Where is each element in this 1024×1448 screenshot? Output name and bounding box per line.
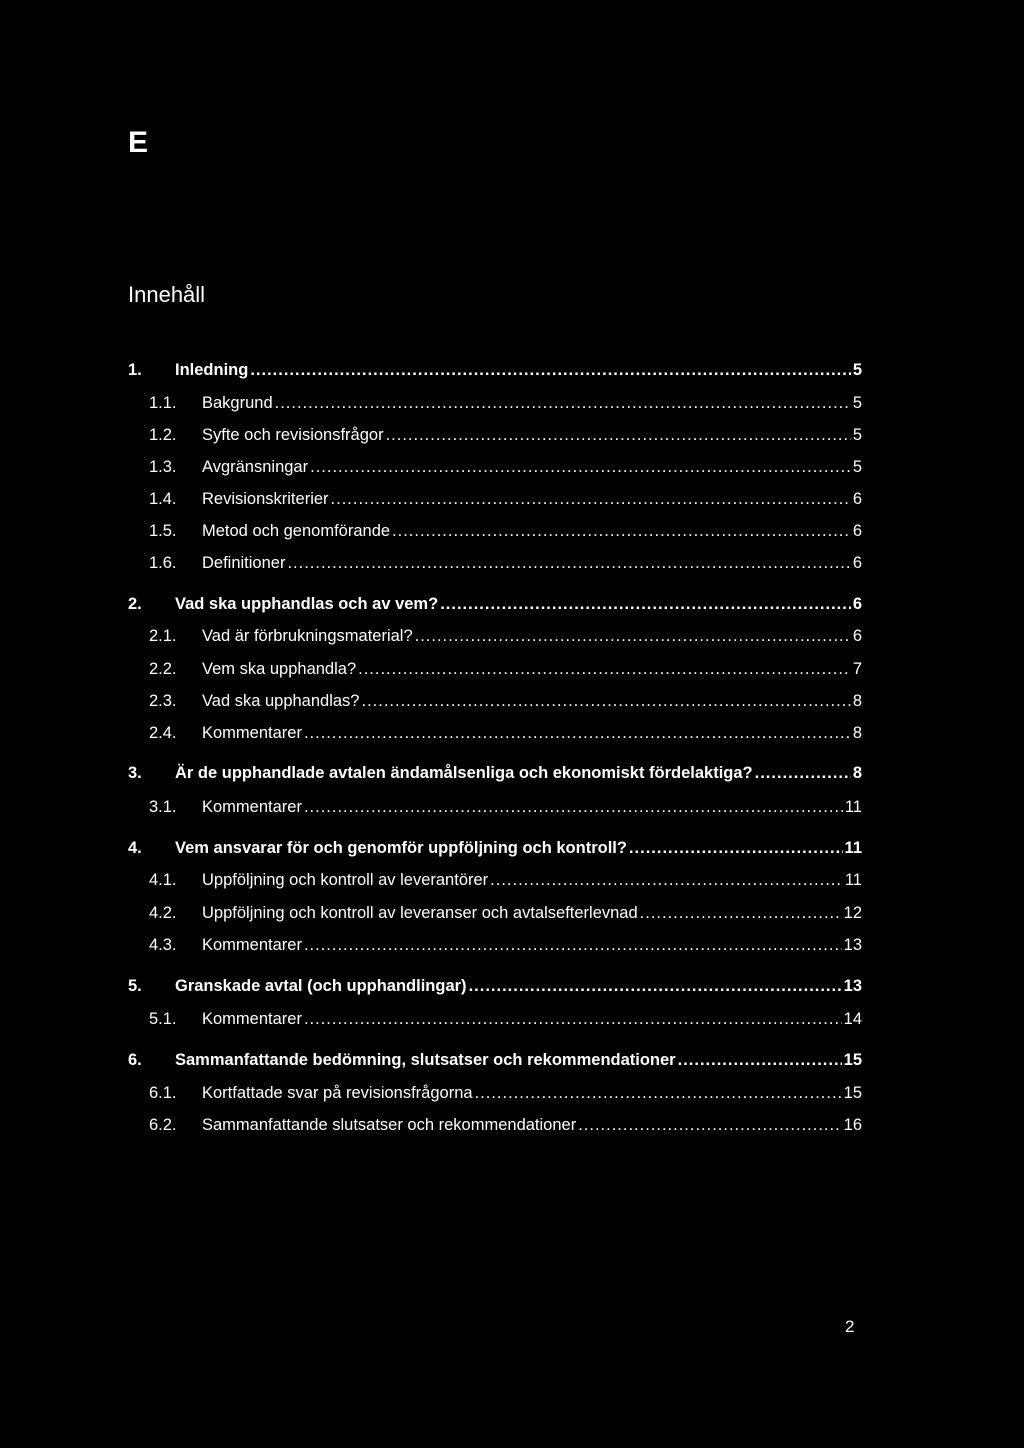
toc-dot-leader <box>386 424 851 446</box>
toc-entry-number: 2.1. <box>149 627 177 645</box>
toc-entry-number: 5.1. <box>149 1010 177 1028</box>
logo: E <box>128 126 149 159</box>
toc-entry[interactable] <box>128 359 862 381</box>
toc-entry-number: 2. <box>128 595 142 613</box>
toc-entry-number: 1.5. <box>149 522 177 540</box>
toc-dot-leader <box>304 1008 842 1030</box>
toc-dot-leader <box>358 658 851 680</box>
toc-entry[interactable] <box>149 625 862 647</box>
toc-entry-page: 8 <box>852 692 862 710</box>
toc-entry-number: 1.6. <box>149 554 177 572</box>
toc-entry-number: 2.4. <box>149 724 177 742</box>
page-number: 2 <box>845 1317 855 1336</box>
toc-entry[interactable] <box>128 975 862 997</box>
toc-dot-leader <box>469 975 842 997</box>
toc-entry-page: 6 <box>852 554 862 572</box>
toc-entry[interactable] <box>149 1008 862 1030</box>
toc-entry-label: Kommentarer <box>202 724 302 742</box>
toc-entry[interactable] <box>149 424 862 446</box>
toc-entry-label: Kortfattade svar på revisionsfrågorna <box>202 1084 473 1102</box>
toc-entry-number: 2.2. <box>149 660 177 678</box>
toc-entry-label: Sammanfattande slutsatser och rekommendationer <box>202 1116 577 1134</box>
toc-dot-leader <box>250 359 850 381</box>
toc-entry[interactable] <box>149 658 862 680</box>
toc-entry-number: 4.2. <box>149 904 177 922</box>
toc-entry-number: 6. <box>128 1051 142 1069</box>
toc-entry-page: 6 <box>852 595 862 613</box>
toc-dot-leader <box>331 488 851 510</box>
toc-entry[interactable] <box>149 690 862 712</box>
toc-dot-leader <box>392 520 851 542</box>
toc-entry-page: 16 <box>843 1116 862 1134</box>
toc-entry-label: Granskade avtal (och upphandlingar) <box>175 977 467 995</box>
toc-entry-label: Avgränsningar <box>202 458 309 476</box>
toc-entry-page: 8 <box>852 724 862 742</box>
toc-entry-page: 6 <box>852 522 862 540</box>
toc-entry-label: Definitioner <box>202 554 286 572</box>
toc-entry-label: Syfte och revisionsfrågor <box>202 426 384 444</box>
toc-entry[interactable] <box>128 593 862 615</box>
toc-entry-number: 4. <box>128 839 142 857</box>
toc-entry-label: Sammanfattande bedömning, slutsatser och rekommendationer <box>175 1051 676 1069</box>
toc-entry-label: Vad är förbrukningsmaterial? <box>202 627 413 645</box>
toc-dot-leader <box>490 869 843 891</box>
toc-dot-leader <box>578 1114 841 1136</box>
toc-entry-label: Bakgrund <box>202 394 273 412</box>
toc-entry-page: 13 <box>843 936 862 954</box>
toc-entry-number: 1.2. <box>149 426 177 444</box>
toc-dot-leader <box>440 593 851 615</box>
toc-entry-number: 3. <box>128 764 142 782</box>
toc-entry-label: Vad ska upphandlas och av vem? <box>175 595 439 613</box>
toc-entry-number: 1.3. <box>149 458 177 476</box>
toc-entry[interactable] <box>128 762 862 784</box>
toc-title: Innehåll <box>128 282 206 307</box>
toc-entry[interactable] <box>149 902 862 924</box>
toc-dot-leader <box>640 902 842 924</box>
toc-entry[interactable] <box>149 1114 862 1136</box>
toc-entry-page: 11 <box>844 839 862 857</box>
toc-dot-leader <box>287 552 850 574</box>
toc-dot-leader <box>310 456 851 478</box>
toc-dot-leader <box>361 690 850 712</box>
toc-entry-page: 5 <box>852 426 862 444</box>
toc-entry-number: 1.1. <box>149 394 177 412</box>
toc-dot-leader <box>629 837 843 859</box>
toc-entry-page: 12 <box>843 904 862 922</box>
toc-entry[interactable] <box>149 552 862 574</box>
toc-entry-page: 5 <box>852 361 862 379</box>
toc-entry[interactable] <box>149 488 862 510</box>
toc-entry-label: Vem ansvarar för och genomför uppföljning och kontroll? <box>175 839 627 857</box>
toc-entry-label: Inledning <box>175 361 249 379</box>
toc-entry-label: Vem ska upphandla? <box>202 660 357 678</box>
toc-dot-leader <box>304 722 851 744</box>
toc-entry-page: 14 <box>843 1010 862 1028</box>
toc-entry[interactable] <box>149 722 862 744</box>
toc-dot-leader <box>275 392 851 414</box>
toc-entry-page: 15 <box>843 1051 862 1069</box>
toc-entry-label: Uppföljning och kontroll av leverantörer <box>202 871 489 889</box>
toc-entry[interactable] <box>149 796 862 818</box>
toc-entry[interactable] <box>149 934 862 956</box>
toc-entry[interactable] <box>149 1082 862 1104</box>
toc-entry-page: 13 <box>843 977 862 995</box>
toc-entry[interactable] <box>128 1049 862 1071</box>
toc-entry-label: Kommentarer <box>202 798 302 816</box>
toc-entry-number: 4.3. <box>149 936 177 954</box>
toc-dot-leader <box>304 934 842 956</box>
toc-entry-page: 6 <box>852 627 862 645</box>
toc-dot-leader <box>678 1049 842 1071</box>
toc-entry-number: 2.3. <box>149 692 177 710</box>
toc-entry-page: 5 <box>852 394 862 412</box>
toc-entry-label: Är de upphandlade avtalen ändamålsenliga och ekonomiskt fördelaktiga? <box>175 764 753 782</box>
toc-entry[interactable] <box>149 456 862 478</box>
toc-entry[interactable] <box>128 837 862 859</box>
toc-entry-number: 6.1. <box>149 1084 177 1102</box>
toc-dot-leader <box>415 625 851 647</box>
toc-entry-page: 5 <box>852 458 862 476</box>
toc-dot-leader <box>304 796 843 818</box>
toc-entry[interactable] <box>149 869 862 891</box>
toc-entry[interactable] <box>149 520 862 542</box>
toc-entry-number: 1. <box>128 361 142 379</box>
toc-entry-page: 6 <box>852 490 862 508</box>
toc-entry[interactable] <box>149 392 862 414</box>
toc-entry-page: 15 <box>843 1084 862 1102</box>
toc-entry-label: Metod och genomförande <box>202 522 391 540</box>
toc-entry-label: Kommentarer <box>202 1010 302 1028</box>
toc-entry-label: Vad ska upphandlas? <box>202 692 360 710</box>
toc-entry-number: 4.1. <box>149 871 177 889</box>
toc-entry-label: Uppföljning och kontroll av leveranser och avtalsefterlevnad <box>202 904 638 922</box>
toc-entry-page: 7 <box>852 660 862 678</box>
toc-entry-number: 6.2. <box>149 1116 177 1134</box>
toc-entry-page: 11 <box>844 798 862 816</box>
toc-entry-page: 11 <box>844 871 862 889</box>
toc-entry-number: 3.1. <box>149 798 177 816</box>
toc-dot-leader <box>475 1082 842 1104</box>
toc-entry-number: 5. <box>128 977 142 995</box>
toc-entry-number: 1.4. <box>149 490 177 508</box>
toc-entry-label: Revisionskriterier <box>202 490 329 508</box>
toc-dot-leader <box>755 762 851 784</box>
toc-entry-label: Kommentarer <box>202 936 302 954</box>
toc-entry-page: 8 <box>852 764 862 782</box>
